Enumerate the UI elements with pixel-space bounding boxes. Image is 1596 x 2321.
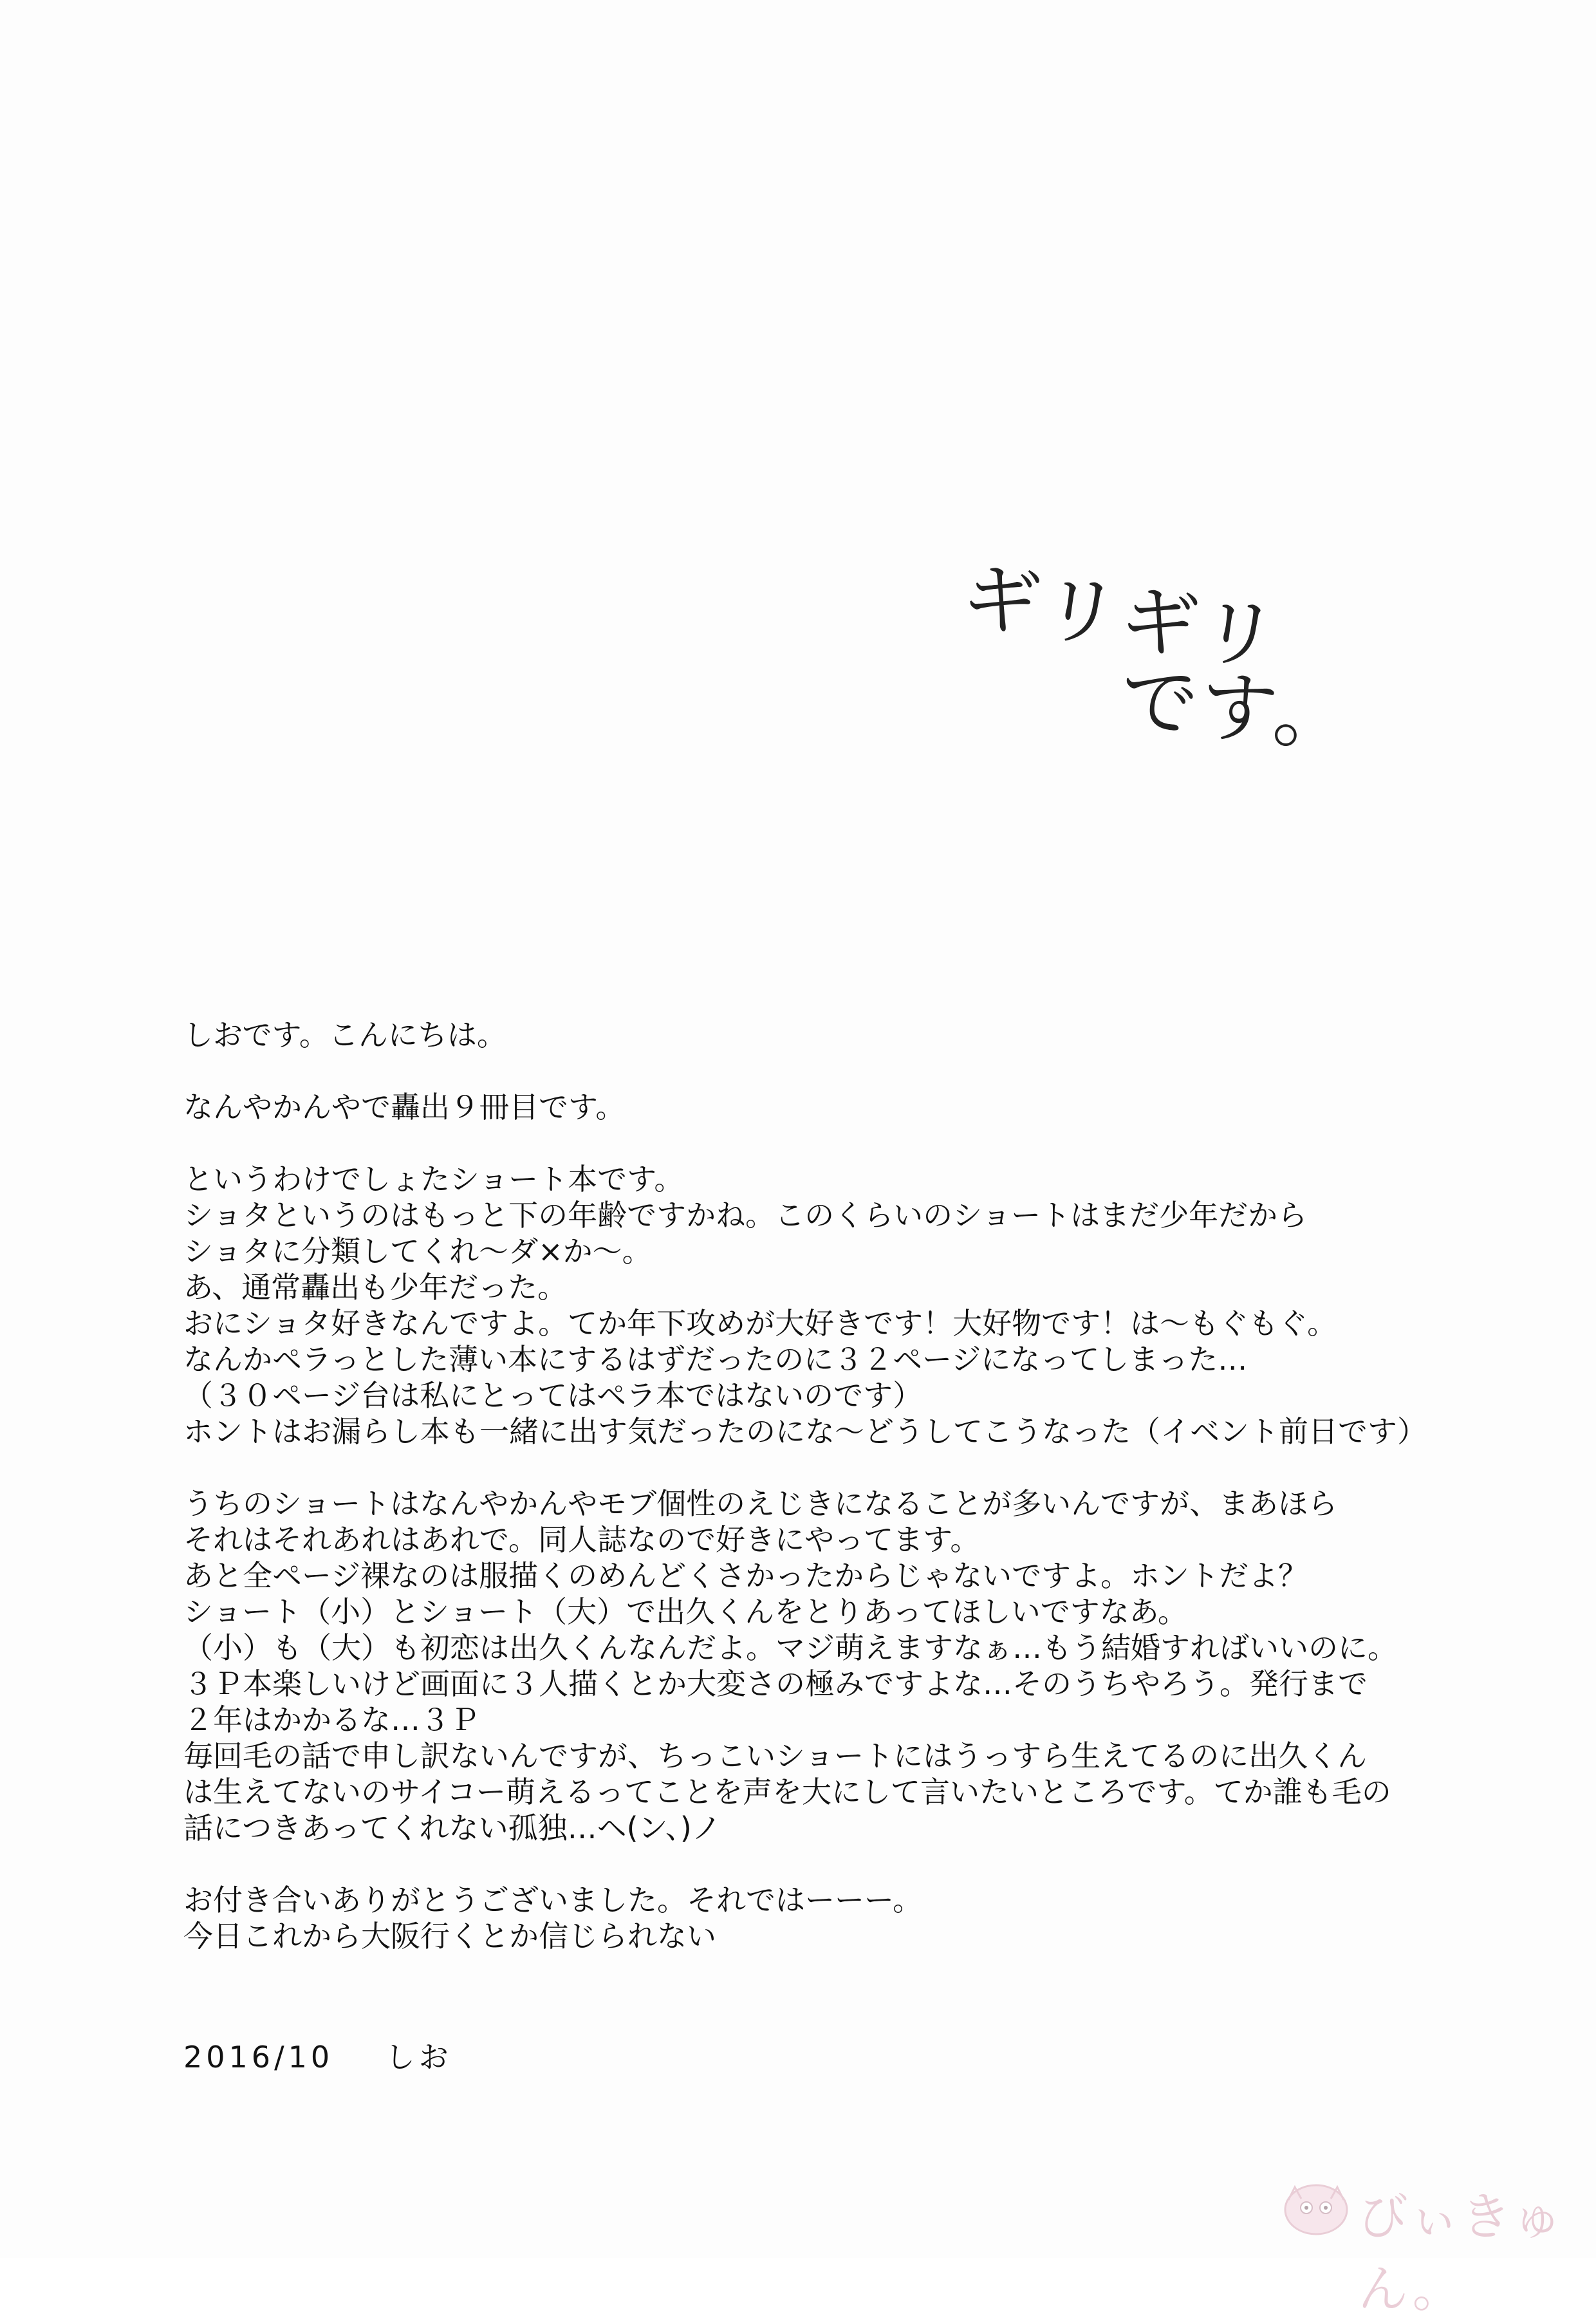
text-line: ホントはお漏らし本も一緒に出す気だったのにな～どうしてこうなった（イベント前日です） (183, 1414, 1427, 1449)
text-line: ショート（小）とショート（大）で出久くんをとりあってほしいですなあ。 (183, 1594, 1187, 1629)
paragraph-4 (183, 1486, 1471, 1846)
text-line: なんかペラっとした薄い本にするはずだったのに３２ページになってしまった… (183, 1342, 1248, 1377)
handwritten-heading-line2: です。 (1117, 654, 1357, 764)
text-line: は生えてないのサイコー萌えるってことを声を大にして言いたいところです。てか誰も毛の (183, 1775, 1391, 1809)
text-line: おにショタ好きなんですよ。てか年下攻めが大好きです！大好物です！は～もぐもぐ。 (183, 1306, 1337, 1341)
text-line: うちのショートはなんやかんやモブ個性のえじきになることが多いんですが、まあほら (183, 1486, 1338, 1521)
handwritten-heading-line1: ギリギリ (956, 551, 1286, 685)
text-line: ２年はかかるな…３Ｐ (183, 1702, 479, 1737)
afterword-body (183, 1017, 1471, 1990)
text-line: なんやかんやで轟出９冊目です。 (183, 1090, 626, 1124)
watermark (1281, 2168, 1583, 2318)
text-line: あと全ページ裸なのは服描くのめんどくさかったからじゃないですよ。ホントだよ？ (183, 1558, 1308, 1593)
text-line: あ、通常轟出も少年だった。 (183, 1270, 568, 1305)
text-line: それはそれあれはあれで。同人誌なので好きにやってます。 (183, 1522, 980, 1557)
paragraph-1 (183, 1017, 1471, 1053)
paragraph-2 (183, 1089, 1471, 1125)
text-line: 今日これから大阪行くとか信じられない (183, 1919, 716, 1953)
paragraph-5 (183, 1882, 1471, 1954)
text-line: （３０ページ台は私にとってはペラ本ではないのです） (183, 1378, 923, 1413)
signature-author: しお (385, 2040, 452, 2074)
signature-date: 2016/10 (183, 2040, 334, 2074)
text-line: お付き合いありがとうございました。それではーーー。 (183, 1883, 923, 1917)
text-line: ショタというのはもっと下の年齢ですかね。このくらいのショートはまだ少年だから (183, 1198, 1308, 1233)
text-line: 毎回毛の話で申し訳ないんですが、ちっこいショートにはうっすら生えてるのに出久くん (183, 1738, 1368, 1773)
text-line: しおです。こんにちは。 (183, 1018, 506, 1052)
signature (183, 2034, 452, 2076)
text-line: というわけでしょたショート本です。 (183, 1162, 684, 1197)
watermark-text: びぃきゅん。 (1358, 2188, 1564, 2318)
text-line: ３Ｐ本楽しいけど画面に３人描くとか大変さの極みですよな…そのうちやろう。発行まで (183, 1666, 1368, 1701)
text-line: （小）も（大）も初恋は出久くんなんだよ。マジ萌えますなぁ…もう結婚すればいいのに。 (183, 1630, 1397, 1665)
text-line: ショタに分類してくれ～ダ×か～。 (183, 1234, 652, 1269)
mascot-icon (1281, 2174, 1351, 2239)
text-line: 話につきあってくれない孤独…ヘ(ン、)ノ (183, 1811, 721, 1845)
paragraph-3 (183, 1161, 1471, 1449)
